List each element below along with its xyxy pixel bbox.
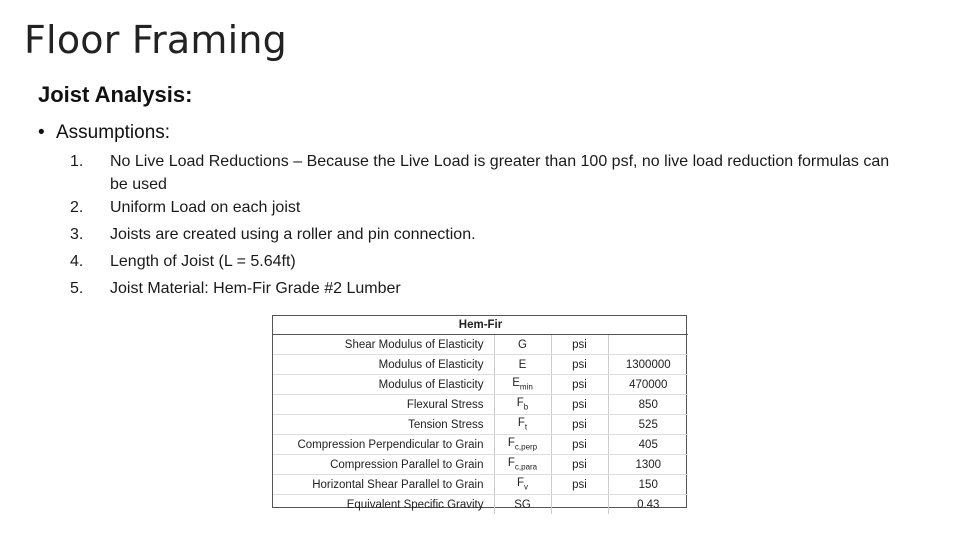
table-row: [273, 415, 688, 435]
table-header: Hem-Fir: [273, 316, 688, 335]
list-number: 2.: [70, 199, 84, 216]
list-text: Length of Joist (L = 5.64ft): [110, 253, 296, 270]
value-cell: 525: [608, 415, 688, 435]
list-item: [70, 250, 890, 273]
slide-title: Floor Framing: [24, 18, 287, 62]
symbol-subscript: b: [523, 402, 529, 412]
bullet-icon: •: [38, 122, 45, 143]
symbol-text: F: [516, 477, 525, 490]
symbol-cell: [494, 355, 551, 375]
unit-cell: psi: [551, 335, 608, 355]
value-cell: 850: [608, 395, 688, 415]
table-row: [273, 355, 688, 375]
table-row: [273, 475, 688, 495]
symbol-subscript: c,perp: [514, 442, 538, 452]
unit-cell: psi: [551, 455, 608, 475]
property-cell: Equivalent Specific Gravity: [273, 495, 494, 515]
value-cell: 0.43: [637, 498, 660, 511]
symbol-cell: [494, 335, 551, 355]
unit-cell: [551, 495, 608, 515]
symbol-text: F: [507, 457, 515, 470]
unit-cell: psi: [551, 435, 608, 455]
symbol-text: G: [518, 338, 527, 351]
symbol-cell: [494, 475, 551, 495]
list-text: Joist Material: Hem-Fir Grade #2 Lumber: [110, 280, 401, 297]
symbol-subscript: t: [524, 422, 528, 432]
section-heading: Joist Analysis:: [38, 82, 193, 107]
symbol-text: E: [518, 358, 527, 371]
unit-cell: psi: [551, 355, 608, 375]
symbol-text: SG: [514, 498, 531, 511]
property-cell: Flexural Stress: [273, 395, 494, 415]
property-cell: Compression Parallel to Grain: [273, 455, 494, 475]
hem-fir-table: [272, 315, 687, 511]
value-cell: 405: [608, 435, 688, 455]
symbol-cell: [494, 415, 551, 435]
list-item: [70, 223, 890, 246]
assumptions-label: Assumptions:: [56, 122, 171, 143]
list-text: No Live Load Reductions – Because the Live Load is greater than 100 psf, no live load reduction formulas can be used: [110, 153, 890, 193]
table-row: [273, 435, 688, 455]
list-item: [70, 196, 890, 219]
table-row: [273, 495, 688, 515]
value-cell: 470000: [608, 375, 688, 395]
list-text: Uniform Load on each joist: [110, 199, 301, 216]
symbol-cell: [494, 455, 551, 475]
unit-cell: psi: [551, 415, 608, 435]
property-cell: Horizontal Shear Parallel to Grain: [273, 475, 494, 495]
symbol-text: F: [517, 417, 525, 430]
unit-cell: psi: [551, 395, 608, 415]
property-cell: Modulus of Elasticity: [273, 355, 494, 375]
list-item: [70, 150, 890, 196]
symbol-subscript: c,para: [514, 462, 538, 472]
table-row: [273, 335, 688, 355]
symbol-cell: [494, 495, 551, 515]
property-cell: Shear Modulus of Elasticity: [273, 335, 494, 355]
list-number: 5.: [70, 280, 84, 297]
unit-cell: psi: [551, 375, 608, 395]
symbol-cell: [494, 375, 551, 395]
list-number: 1.: [70, 153, 84, 170]
symbol-cell: [494, 395, 551, 415]
symbol-text: F: [516, 397, 524, 410]
value-cell: [608, 335, 688, 355]
assumptions-list: [70, 150, 890, 304]
property-cell: Tension Stress: [273, 415, 494, 435]
symbol-text: F: [507, 437, 515, 450]
property-cell: Modulus of Elasticity: [273, 375, 494, 395]
symbol-subscript: v: [524, 482, 529, 492]
symbol-text: E: [512, 377, 520, 390]
list-number: 3.: [70, 226, 84, 243]
symbol-cell: [494, 435, 551, 455]
list-item: [70, 277, 890, 300]
assumptions-bullet: [38, 122, 170, 144]
symbol-subscript: min: [519, 382, 533, 392]
table-row: [273, 375, 688, 395]
value-cell: 150: [608, 475, 688, 495]
list-number: 4.: [70, 253, 84, 270]
value-cell: 1300000: [608, 355, 688, 375]
list-text: Joists are created using a roller and pin connection.: [110, 226, 476, 243]
table-row: [273, 455, 688, 475]
unit-cell: psi: [551, 475, 608, 495]
table-row: [273, 395, 688, 415]
value-cell: 1300: [608, 455, 688, 475]
property-cell: Compression Perpendicular to Grain: [273, 435, 494, 455]
